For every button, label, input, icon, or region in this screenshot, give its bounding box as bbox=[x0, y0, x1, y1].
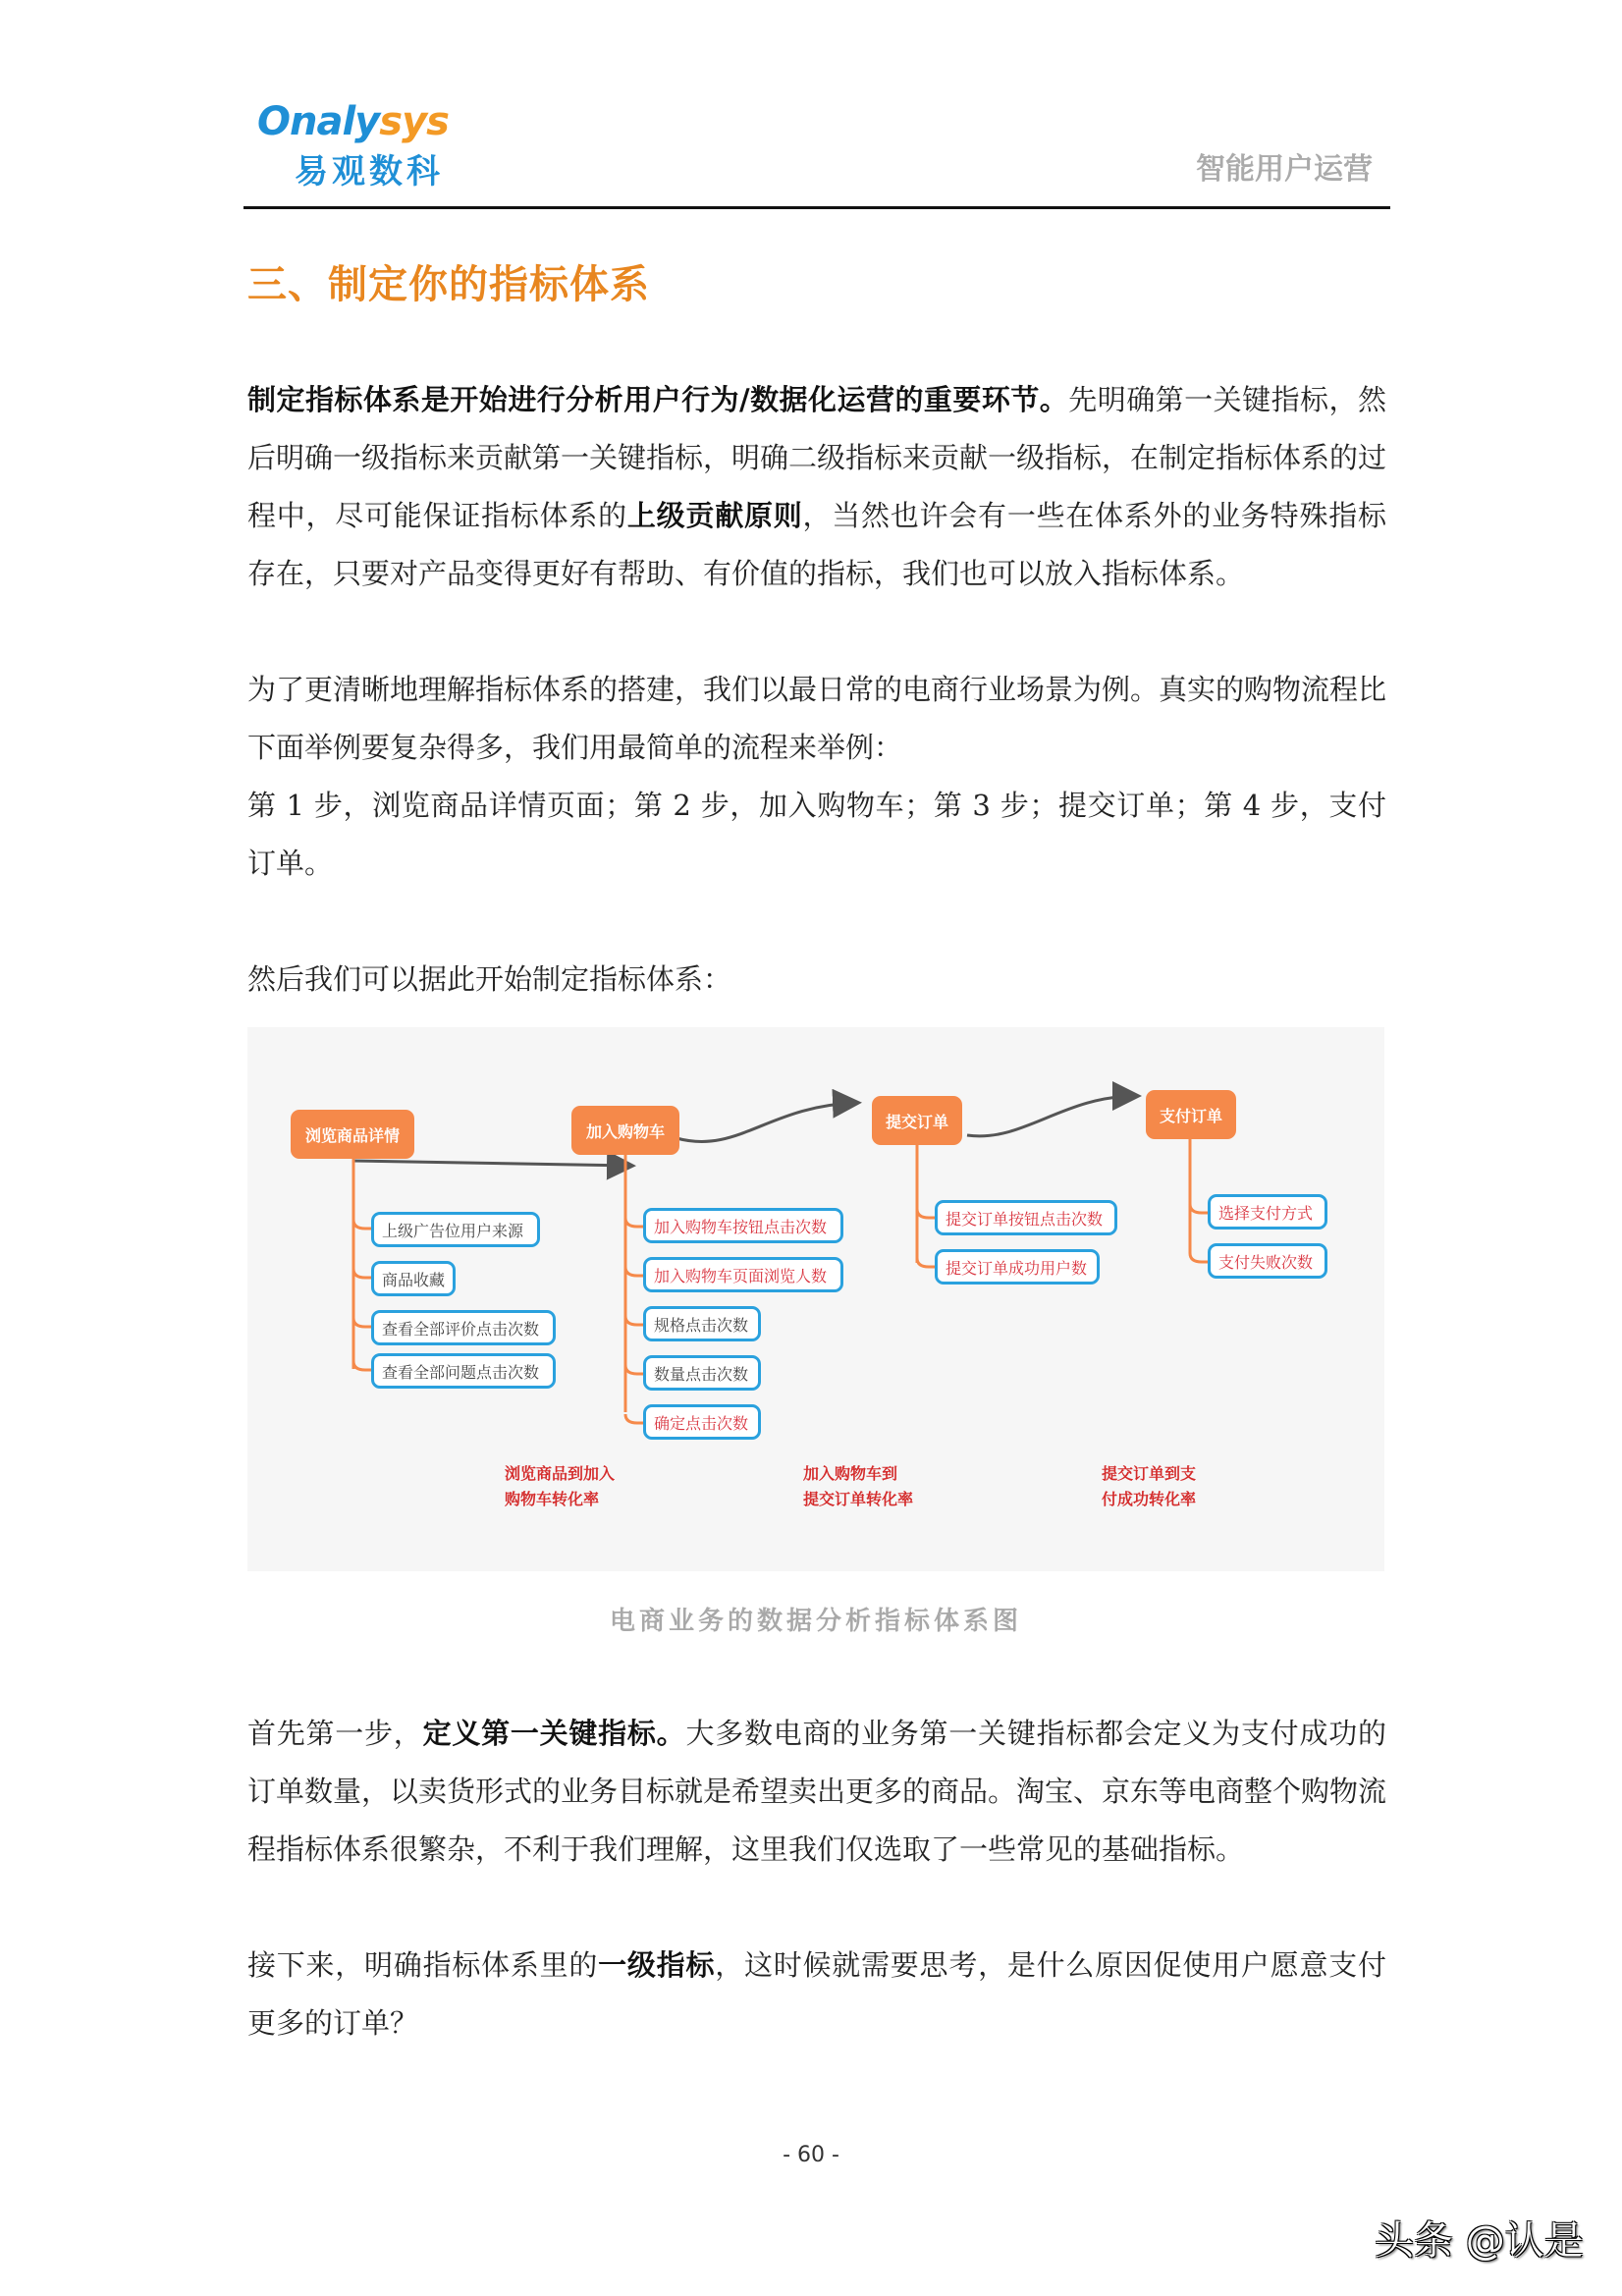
paragraph-intro bbox=[247, 371, 1386, 603]
example-text: 为了更清晰地理解指标体系的搭建，我们以最日常的电商行业场景为例。真实的购物流程比下面举例要复杂得多，我们用最简单的流程来举例： bbox=[247, 673, 1387, 764]
intro-text-a: 先明确第一关键指标，然后明确一级指标来贡献第一关键指标，明确二级指标来贡献一级指标，在制定指标体系的过程中，尽可能保证指标体系的 bbox=[247, 383, 1387, 532]
logo-wordmark-main: Onaly bbox=[257, 99, 380, 144]
section-label: 智能用户运营 bbox=[1196, 152, 1373, 187]
conversion-line: 加入购物车到 bbox=[803, 1464, 898, 1483]
level-one-text-b: ，这时候就需要思考，是什么原因促使用户愿意支付更多的订单？ bbox=[247, 1948, 1386, 2040]
intro-text-b: ，当然也许会有一些在体系外的业务特殊指标存在，只要对产品变得更好有帮助、有价值的指标，我们也可以放入指标体系。 bbox=[247, 499, 1386, 590]
paragraph-lead-in: 然后我们可以据此开始制定指标体系： bbox=[247, 962, 732, 996]
conversion-line: 浏览商品到加入 bbox=[505, 1464, 616, 1483]
metrics-diagram bbox=[247, 1027, 1384, 1571]
logo-wordmark-accent: sys bbox=[379, 99, 449, 144]
paragraph-first-key-metric bbox=[247, 1705, 1386, 1879]
conversion-cart-to-order bbox=[803, 1461, 913, 1512]
intro-bold-principle: 上级贡献原则 bbox=[626, 499, 803, 532]
first-key-text-b: 大多数电商的业务第一关键指标都会定义为支付成功的订单数量，以卖货形式的业务目标就是希望卖出更多的商品。淘宝、京东等电商整个购物流程指标体系很繁杂，不利于我们理解，这里我们仅选取了一些常见的基础指标。 bbox=[247, 1717, 1387, 1866]
header-divider bbox=[243, 206, 1390, 209]
level-one-text-a: 接下来，明确指标体系里的 bbox=[247, 1948, 599, 1982]
metric-favorites: 商品收藏 bbox=[371, 1261, 456, 1296]
conversion-line: 提交订单转化率 bbox=[803, 1490, 914, 1508]
metric-payment-method: 选择支付方式 bbox=[1208, 1194, 1327, 1230]
section-title: 三、制定你的指标体系 bbox=[247, 262, 650, 307]
first-key-bold: 定义第一关键指标。 bbox=[422, 1717, 686, 1750]
metric-payment-failures: 支付失败次数 bbox=[1208, 1243, 1327, 1279]
watermark: 头条 @认是 bbox=[1375, 2218, 1584, 2264]
step-node-browse: 浏览商品详情 bbox=[291, 1110, 414, 1159]
conversion-line: 提交订单到支 bbox=[1102, 1464, 1197, 1483]
logo-wordmark bbox=[257, 99, 449, 144]
paragraph-level-one-metrics bbox=[247, 1937, 1386, 2052]
metric-view-questions: 查看全部问题点击次数 bbox=[371, 1353, 556, 1389]
conversion-browse-to-cart bbox=[505, 1461, 615, 1512]
level-one-bold: 一级指标 bbox=[598, 1948, 716, 1982]
metric-submit-order-users: 提交订单成功用户数 bbox=[935, 1249, 1100, 1285]
step-node-submit-order: 提交订单 bbox=[872, 1096, 962, 1145]
step-node-pay-order: 支付订单 bbox=[1146, 1090, 1236, 1139]
metric-submit-order-clicks: 提交订单按钮点击次数 bbox=[935, 1200, 1117, 1235]
conversion-line: 付成功转化率 bbox=[1102, 1490, 1197, 1508]
metric-view-reviews: 查看全部评价点击次数 bbox=[371, 1310, 556, 1345]
conversion-line: 购物车转化率 bbox=[505, 1490, 600, 1508]
logo-chinese-name: 易观数科 bbox=[295, 152, 444, 191]
metric-confirm-clicks: 确定点击次数 bbox=[643, 1404, 761, 1440]
intro-bold-lead: 制定指标体系是开始进行分析用户行为/数据化运营的重要环节。 bbox=[247, 383, 1069, 416]
figure-caption: 电商业务的数据分析指标体系图 bbox=[609, 1607, 1022, 1636]
first-key-text-a: 首先第一步， bbox=[247, 1717, 423, 1750]
metric-spec-clicks: 规格点击次数 bbox=[643, 1306, 761, 1341]
metric-add-cart-clicks: 加入购物车按钮点击次数 bbox=[643, 1208, 843, 1243]
metric-ad-source: 上级广告位用户来源 bbox=[371, 1212, 540, 1247]
metric-cart-page-viewers: 加入购物车页面浏览人数 bbox=[643, 1257, 843, 1292]
conversion-order-to-payment bbox=[1102, 1461, 1196, 1512]
paragraph-example bbox=[247, 661, 1386, 893]
page-number: - 60 - bbox=[783, 2143, 839, 2167]
metric-quantity-clicks: 数量点击次数 bbox=[643, 1355, 761, 1391]
example-steps: 第 1 步，浏览商品详情页面；第 2 步，加入购物车；第 3 步；提交订单；第 4 步，支付订单。 bbox=[247, 789, 1386, 880]
step-node-add-to-cart: 加入购物车 bbox=[571, 1106, 679, 1155]
